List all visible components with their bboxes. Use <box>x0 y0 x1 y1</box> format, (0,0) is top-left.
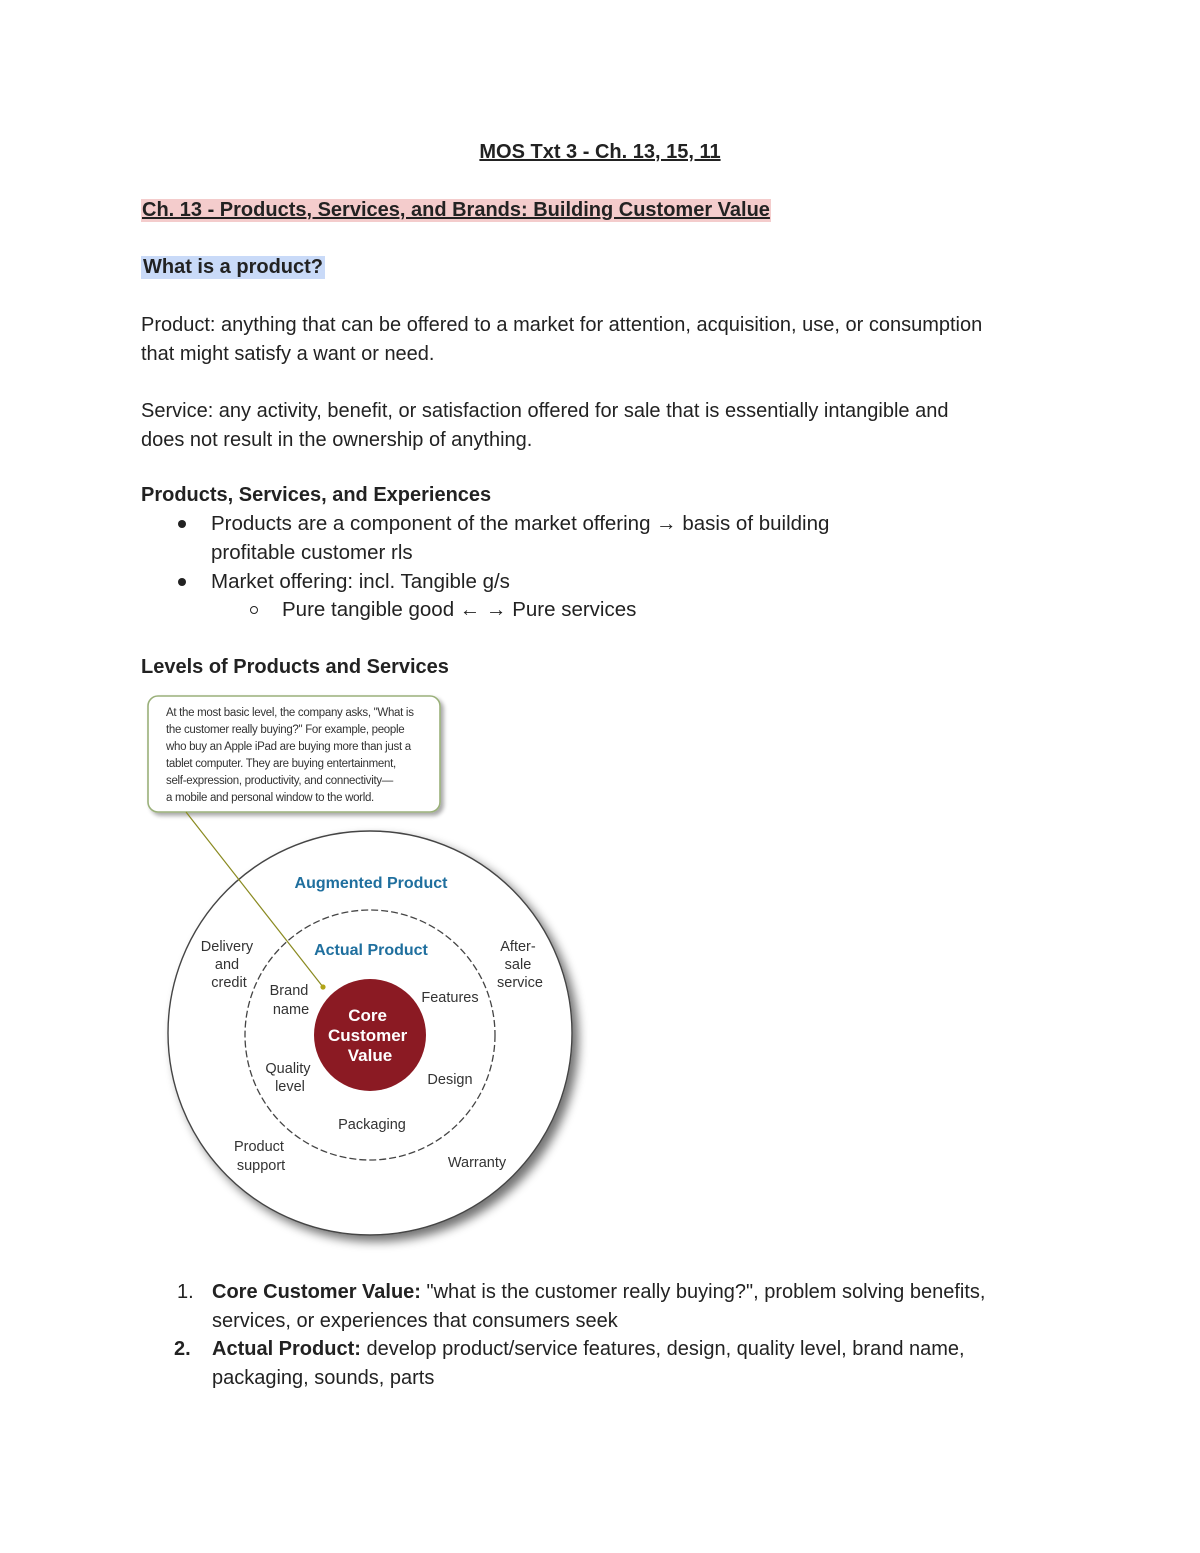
packaging-label: Packaging <box>338 1117 406 1133</box>
levels-heading: Levels of Products and Services <box>141 656 449 678</box>
product-levels-diagram <box>140 688 600 1253</box>
product-definition-line2: that might satisfy a want or need. <box>141 343 435 365</box>
bullet-item-2-line1: Market offering: incl. Tangible g/s <box>211 570 510 593</box>
list-number: 2. <box>174 1338 191 1360</box>
product-support-label: Product support <box>233 1139 286 1174</box>
bullet-dot <box>178 520 186 528</box>
callout-line: the customer really buying?" For example, people <box>166 724 405 736</box>
service-definition <box>141 397 1061 455</box>
callout-line: At the most basic level, the company asks, "What is <box>166 707 414 719</box>
sub-bullet-ring <box>250 606 258 614</box>
list-item-actual-product <box>212 1335 1092 1393</box>
list-item-text: "what is the customer really buying?", problem solving benefits, <box>420 1281 986 1303</box>
delivery-credit-label: Delivery and credit <box>200 939 254 991</box>
callout-box <box>148 696 440 812</box>
sub-bullet-item: Pure tangible good ← → Pure services <box>282 598 637 621</box>
brand-name-label: Brand name <box>269 983 310 1018</box>
bullet-item-1-line1: Products are a component of the market offering → basis of building <box>211 512 830 535</box>
callout-line: self-expression, productivity, and connectivity— <box>166 775 393 787</box>
list-item-text: packaging, sounds, parts <box>212 1367 435 1389</box>
after-sale-service-label: After- sale service <box>497 939 543 991</box>
callout-line: a mobile and personal window to the world. <box>166 792 374 804</box>
service-definition-line2: does not result in the ownership of anything. <box>141 429 533 451</box>
page-title: MOS Txt 3 - Ch. 13, 15, 11 <box>479 141 721 163</box>
callout-leader-dot <box>320 984 325 989</box>
features-label: Features <box>421 990 479 1006</box>
service-definition-line1: Service: any activity, benefit, or satisfaction offered for sale that is essentially intangible and <box>141 400 949 422</box>
list-item-label: Core Customer Value: <box>212 1281 421 1303</box>
list-item-text: services, or experiences that consumers seek <box>212 1310 618 1332</box>
bullet-item-1-line2: profitable customer rls <box>211 541 413 564</box>
core-customer-value-label: Core Customer Value <box>327 1006 408 1065</box>
design-label: Design <box>427 1072 473 1088</box>
bullet-dot <box>178 578 186 586</box>
bullet-item-2 <box>211 567 510 596</box>
list-item-label: Actual Product: <box>212 1338 361 1360</box>
bullet-item-1 <box>211 509 829 567</box>
pse-heading: Products, Services, and Experiences <box>141 484 492 506</box>
warranty-label: Warranty <box>447 1155 507 1171</box>
actual-product-label: Actual Product <box>314 942 428 959</box>
product-definition-line1: Product: anything that can be offered to a market for attention, acquisition, use, or consumption <box>141 314 983 336</box>
chapter-heading: Ch. 13 - Products, Services, and Brands: Building Customer Value <box>142 199 770 221</box>
quality-level-label: Quality level <box>265 1061 311 1095</box>
augmented-product-label: Augmented Product <box>294 875 448 892</box>
callout-line: who buy an Apple iPad are buying more than just a <box>166 741 411 753</box>
list-item-text: develop product/service features, design, quality level, brand name, <box>360 1338 965 1360</box>
question-heading: What is a product? <box>143 256 323 278</box>
list-number: 1. <box>177 1281 194 1303</box>
list-item-core-customer-value <box>212 1278 1092 1336</box>
product-definition <box>141 311 1061 369</box>
callout-line: tablet computer. They are buying entertainment, <box>166 758 396 770</box>
